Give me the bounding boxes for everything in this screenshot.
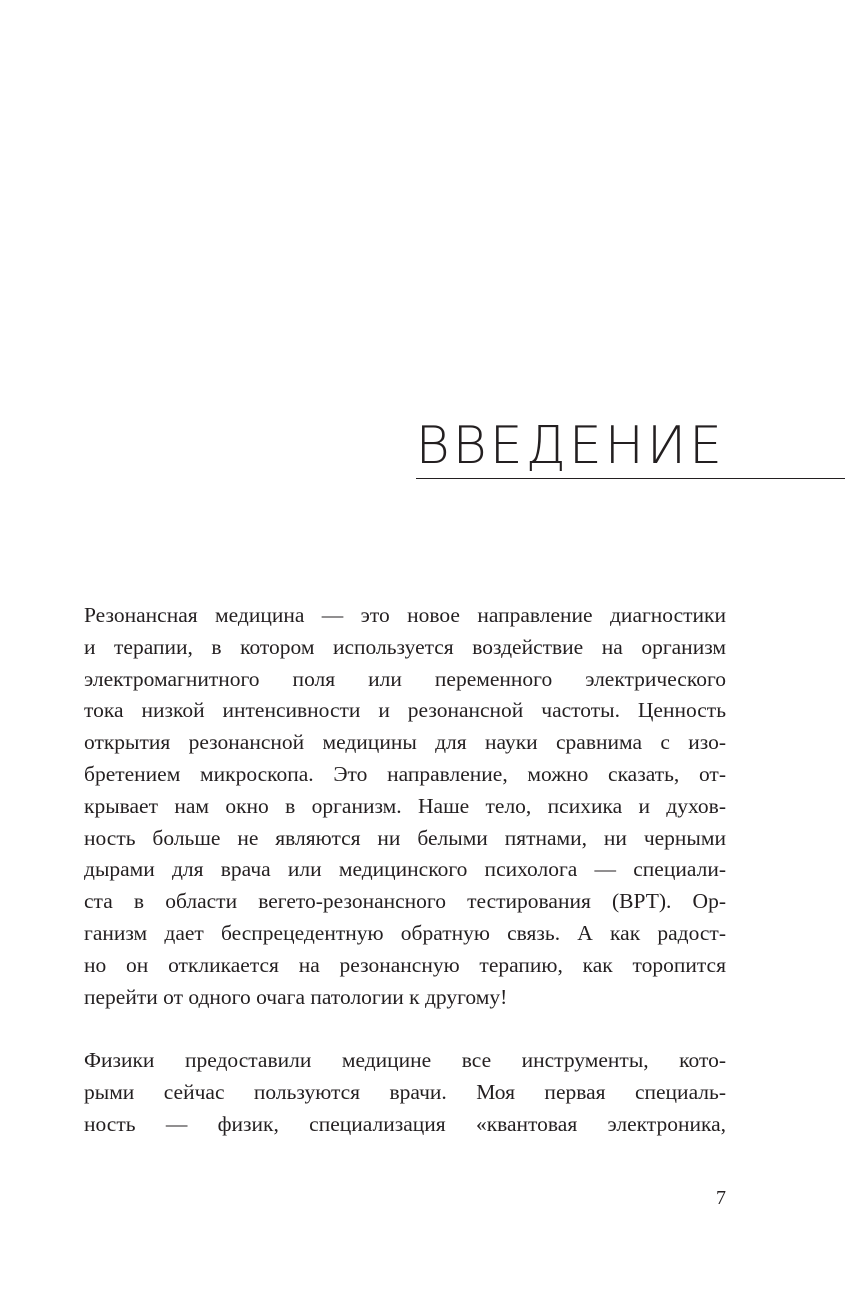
text-line: ста в области вегето-резонансного тестирования (ВРТ). Ор-: [84, 889, 726, 914]
text-line: Физики предоставили медицине все инструменты, кото-: [84, 1048, 726, 1073]
text-line: тока низкой интенсивности и резонансной частоты. Ценность: [84, 698, 726, 723]
text-line: крывает нам окно в организм. Наше тело, психика и духов-: [84, 793, 726, 818]
text-line: но он откликается на резонансную терапию, как торопится: [84, 952, 726, 977]
text-line: электромагнитного поля или переменного электрического: [84, 666, 726, 691]
body-text: [84, 600, 726, 1141]
chapter-title: ВВЕДЕНИЕ: [415, 416, 725, 476]
text-line: ность больше не являются ни белыми пятнами, ни черными: [84, 825, 726, 850]
text-line: ность — физик, специализация «квантовая электроника,: [84, 1111, 726, 1136]
text-line: и терапии, в котором используется воздействие на организм: [84, 634, 726, 659]
page-number: 7: [716, 1187, 726, 1209]
paragraph-2: [84, 1045, 726, 1140]
paragraph-1: [84, 600, 726, 1013]
text-line: Резонансная медицина — это новое направление диагностики: [84, 603, 726, 627]
title-underline: [416, 478, 845, 479]
text-line: ганизм дает беспрецедентную обратную связь. А как радост-: [84, 920, 726, 945]
text-line: рыми сейчас пользуются врачи. Моя первая специаль-: [84, 1079, 726, 1104]
text-line: открытия резонансной медицины для науки сравнима с изо-: [84, 730, 726, 755]
text-line: дырами для врача или медицинского психолога — специали-: [84, 857, 726, 882]
text-line: перейти от одного очага патологии к другому!: [84, 984, 508, 1009]
text-line: бретением микроскопа. Это направление, можно сказать, от-: [84, 761, 726, 786]
